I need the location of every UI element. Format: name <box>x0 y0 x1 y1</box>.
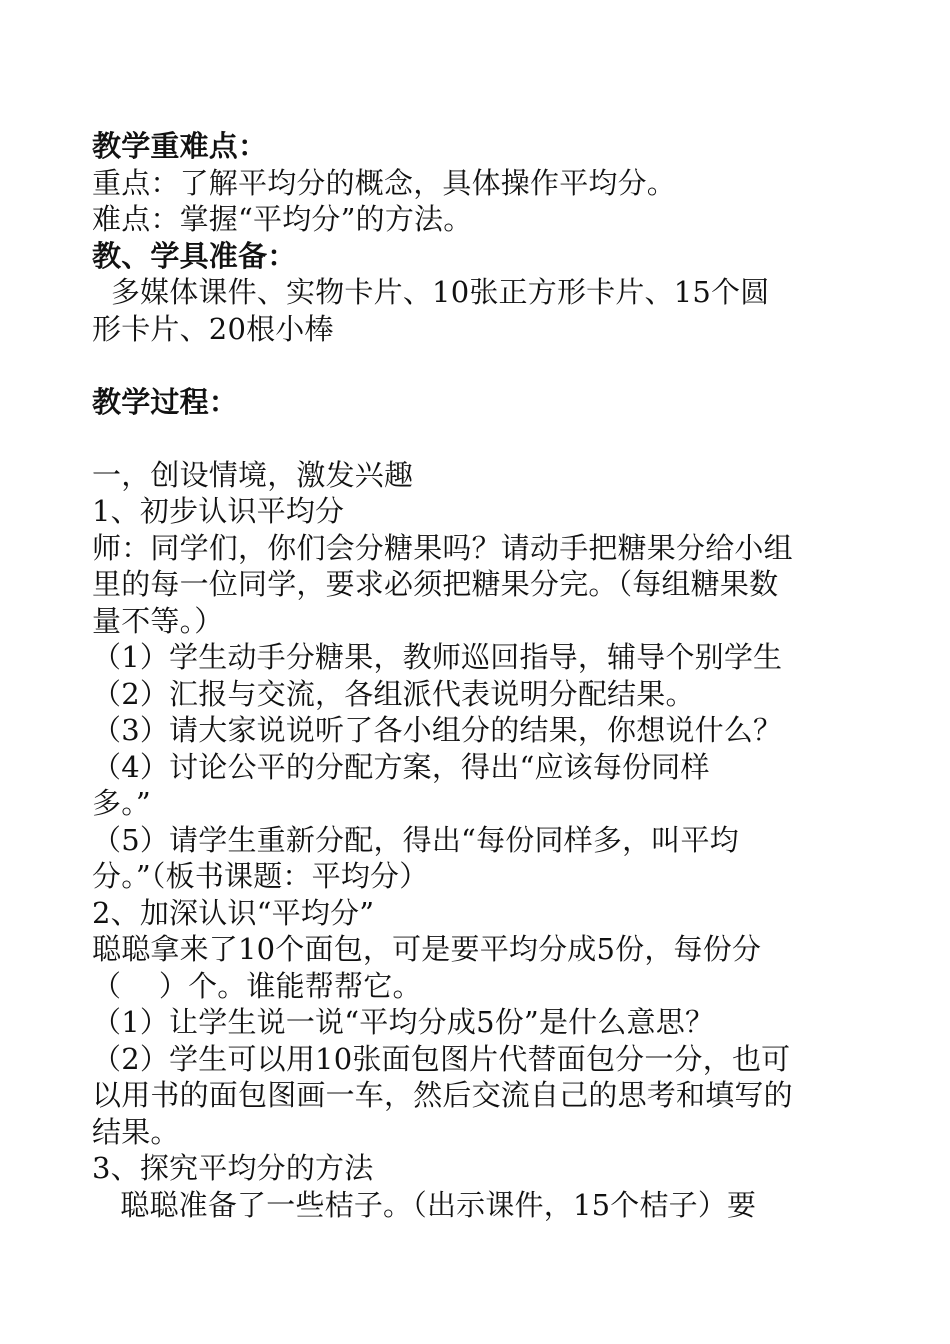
text-line: （ ）个。谁能帮帮它。 <box>92 968 422 1003</box>
text-line: 分。”（板书课题：平均分） <box>92 859 429 893</box>
text-line: （2）汇报与交流，各组派代表说明分配结果。 <box>92 676 695 711</box>
text-line: （1）让学生说一说“平均分成5份”是什么意思？ <box>92 1005 715 1039</box>
text-line: 2、加深认识“平均分” <box>92 895 375 930</box>
text-line: 难点：掌握“平均分”的方法。 <box>92 202 473 236</box>
text-line: （3）请大家说说听了各小组分的结果，你想说什么？ <box>92 713 783 747</box>
text-line: （4）讨论公平的分配方案，得出“应该每份同样 <box>92 749 710 784</box>
document-page <box>92 128 867 1223</box>
text-line: 结果。 <box>92 1114 180 1149</box>
blank-line <box>92 420 867 457</box>
text-line: 多媒体课件、实物卡片、10张正方形卡片、15个圆 <box>92 275 770 309</box>
text-line: （1）学生动手分糖果，教师巡回指导，辅导个别学生 <box>92 640 783 674</box>
text-line: （5）请学生重新分配，得出“每份同样多，叫平均 <box>92 822 739 857</box>
text-line: （2）学生可以用10张面包图片代替面包分一分，也可 <box>92 1041 791 1076</box>
text-line: 里的每一位同学，要求必须把糖果分完。（每组糖果数 <box>92 567 779 601</box>
text-line: 以用书的面包图画一车，然后交流自己的思考和填写的 <box>92 1078 793 1112</box>
text-line: 1、初步认识平均分 <box>92 494 345 528</box>
text-line: 量不等。） <box>92 603 224 638</box>
text-line: 多。” <box>92 786 151 820</box>
text-line: 形卡片、20根小棒 <box>92 311 334 346</box>
section-heading-process: 教学过程： <box>92 384 239 419</box>
text-line: 聪聪拿来了10个面包，可是要平均分成5份，每份分 <box>92 932 762 966</box>
text-line: 师：同学们，你们会分糖果吗？请动手把糖果分给小组 <box>92 530 793 565</box>
section-heading-materials: 教、学具准备： <box>92 238 297 273</box>
text-line: 聪聪准备了一些桔子。（出示课件，15个桔子）要 <box>92 1187 757 1222</box>
text-line: 重点：了解平均分的概念，具体操作平均分。 <box>92 165 677 200</box>
text-line: 一，创设情境，激发兴趣 <box>92 457 414 492</box>
text-line: 3、探究平均分的方法 <box>92 1151 374 1185</box>
section-heading-key-points: 教学重难点： <box>92 129 268 163</box>
blank-line <box>92 347 867 384</box>
